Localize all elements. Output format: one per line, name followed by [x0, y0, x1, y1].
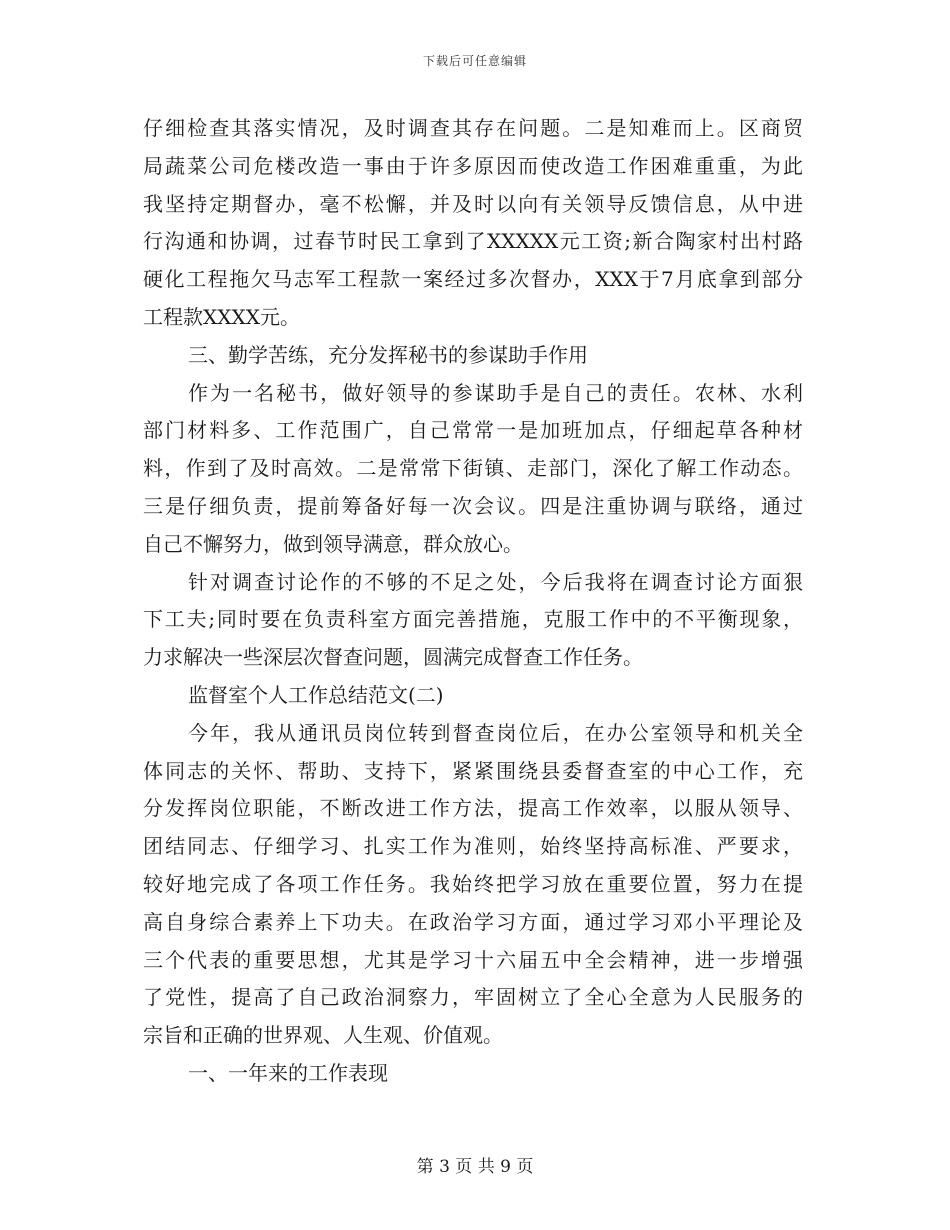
text-line: 三、勤学苦练，充分发挥秘书的参谋助手作用	[188, 342, 588, 367]
text-line: 硬化工程拖欠马志军工程款一案经过多次督办，XXX于7月底拿到部分	[143, 267, 803, 292]
text-line: 部门材料多、工作范围广，自己常常一是加班加点，仔细起草各种材	[143, 418, 803, 443]
text-line: 高自身综合素养上下功夫。在政治学习方面，通过学习邓小平理论及	[143, 909, 803, 934]
text-line: 宗旨和正确的世界观、人生观、价值观。	[143, 1023, 503, 1048]
text-line: 较好地完成了各项工作任务。我始终把学习放在重要位置，努力在提	[143, 871, 803, 896]
text-line: 监督室个人工作总结范文(二)	[188, 682, 444, 707]
text-line: 今年，我从通讯员岗位转到督查岗位后，在办公室领导和机关全	[188, 720, 803, 745]
text-line: 了党性，提高了自己政治洞察力，牢固树立了全心全意为人民服务的	[143, 985, 803, 1010]
text-line: 下工夫;同时要在负责科室方面完善措施，克服工作中的不平衡现象，	[143, 607, 803, 632]
text-line: 分发挥岗位职能，不断改进工作方法，提高工作效率，以服从领导、	[143, 796, 803, 821]
text-line: 料，作到了及时高效。二是常常下街镇、走部门，深化了解工作动态。	[143, 456, 803, 481]
text-line: 团结同志、仔细学习、扎实工作为准则，始终坚持高标准、严要求，	[143, 834, 803, 859]
text-line: 仔细检查其落实情况，及时调查其存在问题。二是知难而上。区商贸	[143, 116, 803, 140]
text-line: 我坚持定期督办，毫不松懈，并及时以向有关领导反馈信息，从中进	[143, 191, 803, 216]
text-line: 局蔬菜公司危楼改造一事由于许多原因而使改造工作困难重重，为此	[143, 153, 803, 178]
text-line: 三个代表的重要思想，尤其是学习十六届五中全会精神，进一步增强	[143, 947, 803, 972]
text-line: 针对调查讨论作的不够的不足之处，今后我将在调查讨论方面狠	[188, 569, 803, 594]
document-body	[143, 110, 803, 1093]
text-line: 自己不懈努力，做到领导满意，群众放心。	[143, 531, 523, 556]
text-line: 作为一名秘书，做好领导的参谋助手是自己的责任。农林、水利	[188, 380, 803, 405]
text-line: 体同志的关怀、帮助、支持下，紧紧围绕县委督查室的中心工作，充	[143, 758, 803, 783]
page-header-note: 下载后可任意编辑	[422, 54, 527, 68]
text-line: 力求解决一些深层次督查问题，圆满完成督查工作任务。	[143, 645, 643, 670]
text-line: 一、一年来的工作表现	[188, 1060, 388, 1085]
text-line: 行沟通和协调，过春节时民工拿到了XXXXX元工资;新合陶家村出村路	[143, 229, 803, 254]
text-line: 三是仔细负责，提前筹备好每一次会议。四是注重协调与联络，通过	[143, 493, 803, 518]
page-number-footer: 第 3 页 共 9 页	[416, 1157, 534, 1177]
text-line: 工程款XXXX元。	[143, 304, 300, 329]
